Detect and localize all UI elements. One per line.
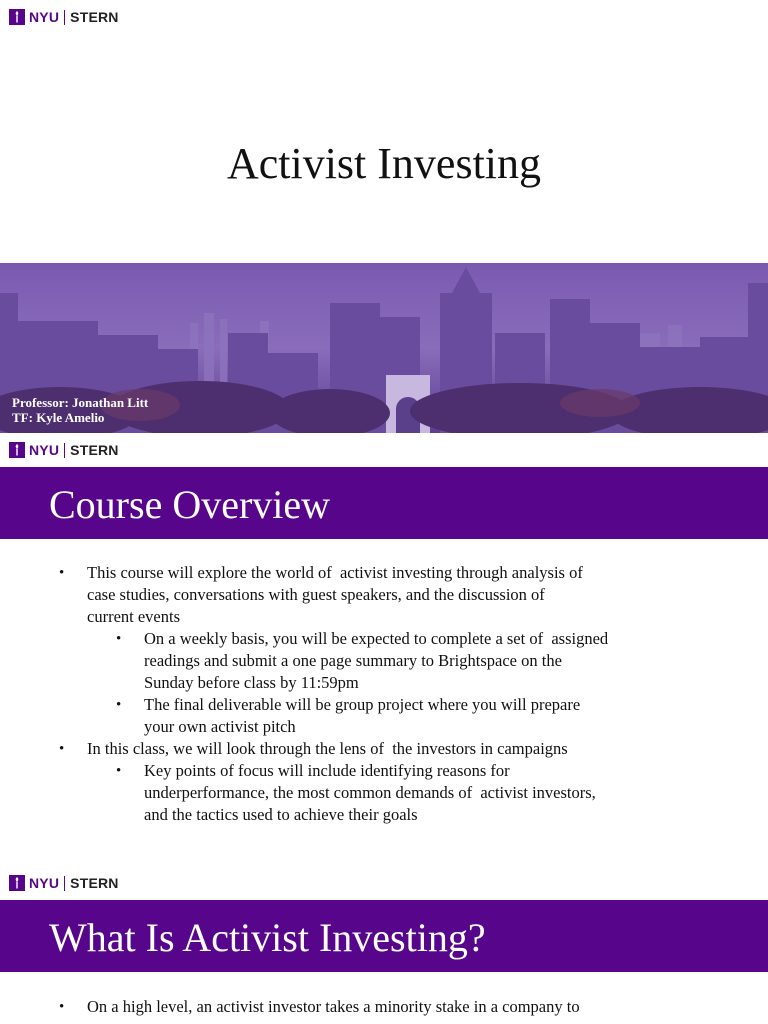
logo-stern-text: STERN <box>70 442 119 458</box>
bullet-text-line: On a weekly basis, you will be expected to complete a set of assigned <box>144 629 609 648</box>
bullet-dot: • <box>116 697 122 713</box>
bullet-text-line: The final deliverable will be group project where you will prepare <box>144 695 581 714</box>
nyu-stern-logo <box>9 9 119 25</box>
torch-icon <box>9 9 25 25</box>
slide-heading: What Is Activist Investing? <box>49 915 486 960</box>
logo-divider <box>64 876 65 891</box>
bullet-text: On a high level, an activist investor takes a minority stake in a company to <box>87 997 580 1016</box>
bullet-dot: • <box>59 741 65 757</box>
bullet-text-line: underperformance, the most common demands of activist investors, <box>144 783 596 802</box>
bullet-text-line: your own activist pitch <box>144 717 296 736</box>
course-overview-slide <box>0 433 768 866</box>
city-skyline-banner <box>0 263 768 433</box>
slide-title: Activist Investing <box>226 139 542 188</box>
bullet-dot: • <box>116 631 122 647</box>
title-slide <box>0 0 768 433</box>
logo-divider <box>64 443 65 458</box>
bullet-dot: • <box>116 763 122 779</box>
bullet-text-line: current events <box>87 607 180 626</box>
slide-header-band <box>0 467 768 539</box>
slide-heading: Course Overview <box>49 482 331 527</box>
bullet-text-line: case studies, conversations with guest speakers, and the discussion of <box>87 585 545 604</box>
logo-nyu-text: NYU <box>29 9 60 25</box>
logo-stern-text: STERN <box>70 9 119 25</box>
bullet-text-line: and the tactics used to achieve their goals <box>144 805 418 824</box>
torch-icon <box>9 442 25 458</box>
what-is-activist-investing-slide <box>0 866 768 1024</box>
nyu-stern-logo <box>9 875 119 891</box>
bullet-text-line: readings and submit a one page summary to Brightspace on the <box>144 651 562 670</box>
logo-stern-text: STERN <box>70 875 119 891</box>
torch-icon <box>9 875 25 891</box>
bullet-dot: • <box>59 999 65 1015</box>
logo-nyu-text: NYU <box>29 875 60 891</box>
bullet-text-line: In this class, we will look through the lens of the investors in campaigns <box>87 739 568 758</box>
bullet-text-line: Key points of focus will include identifying reasons for <box>144 761 510 780</box>
tf-name: TF: Kyle Amelio <box>12 410 105 425</box>
bullet-dot: • <box>59 565 65 581</box>
slide-header-band <box>0 900 768 972</box>
logo-divider <box>64 10 65 25</box>
bullet-text-line: Sunday before class by 11:59pm <box>144 673 359 692</box>
professor-name: Professor: Jonathan Litt <box>12 395 149 410</box>
bullet-text-line: This course will explore the world of activist investing through analysis of <box>87 563 583 582</box>
logo-nyu-text: NYU <box>29 442 60 458</box>
nyu-stern-logo <box>9 442 119 458</box>
